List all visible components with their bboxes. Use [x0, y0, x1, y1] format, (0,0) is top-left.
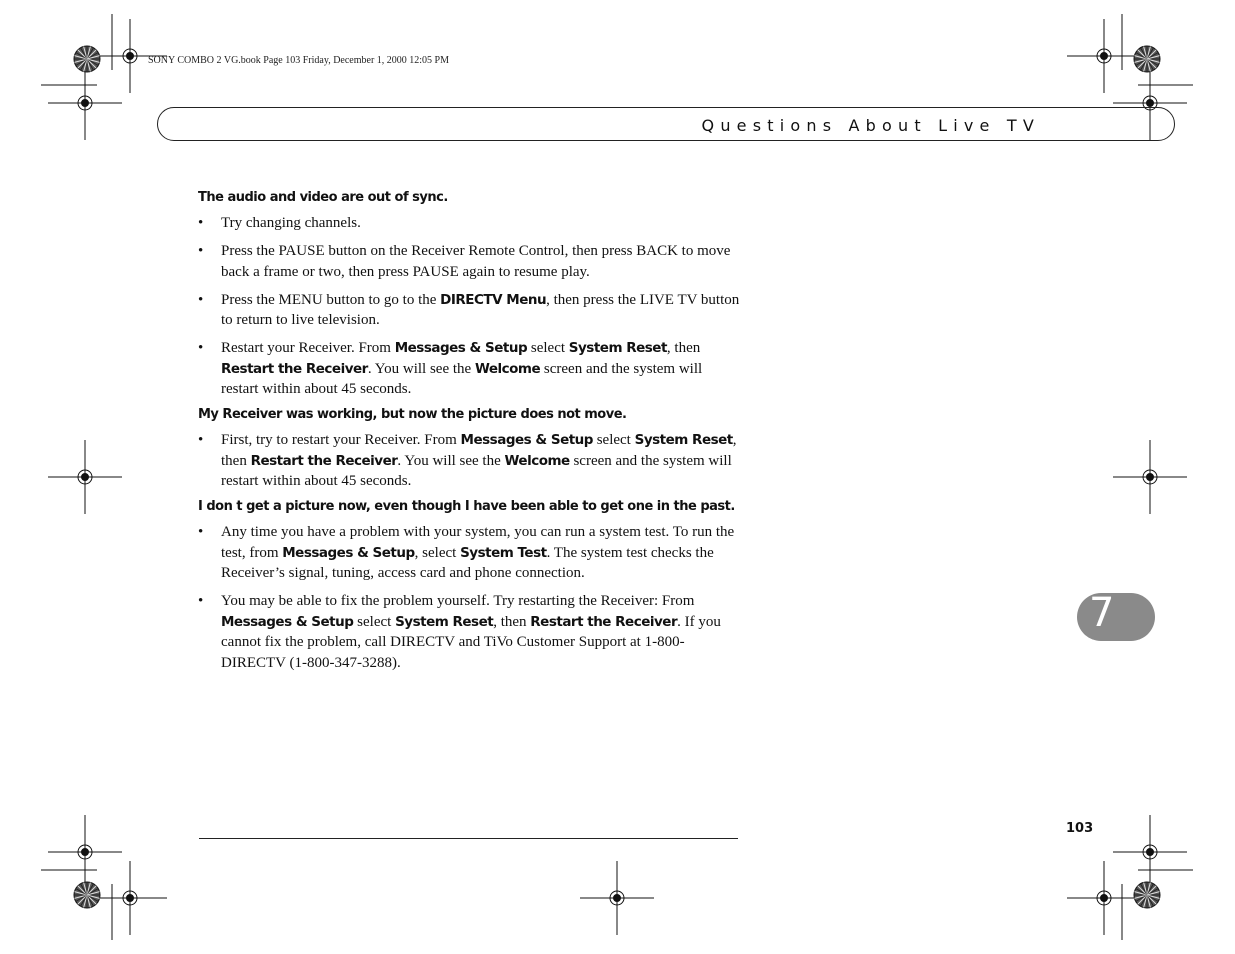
faq-section	[198, 499, 743, 673]
answer-text: Any time you have a problem with your system, you can run a system test. To run the test, from	[221, 524, 735, 561]
registration-mark	[48, 66, 122, 140]
menu-term: Messages & Setup	[394, 340, 528, 356]
chapter-number: 7	[1089, 590, 1115, 636]
registration-mark	[1067, 19, 1141, 93]
menu-term: System Test	[460, 544, 547, 561]
answer-bullet	[198, 430, 743, 492]
answer-list	[198, 430, 743, 492]
question-heading: The audio and video are out of sync.	[198, 190, 448, 205]
menu-term: Restart the Receiver	[250, 452, 398, 469]
page-content	[198, 190, 743, 681]
registration-mark	[93, 861, 167, 935]
answer-list	[198, 522, 743, 673]
color-bar-dial	[1134, 46, 1160, 72]
answer-text: , then press the LIVE TV button to return to live television.	[221, 291, 740, 328]
answer-text: , then	[666, 340, 701, 356]
registration-mark	[48, 815, 122, 889]
running-head: Questions About Live TV	[701, 116, 1040, 135]
faq-section	[198, 190, 743, 400]
menu-term: Messages & Setup	[282, 544, 415, 561]
registration-mark	[1113, 440, 1187, 514]
answer-text: . If you cannot fix the problem, call DIRECTV and TiVo Customer Support at 1-800-DIRECTV (1-800-347-3288).	[221, 613, 721, 671]
answer-text: , select	[414, 544, 461, 561]
answer-text: . The system test checks the Receiver’s signal, tuning, access card and phone connection.	[221, 544, 714, 581]
answer-bullet	[198, 290, 743, 331]
question-heading: My Receiver was working, but now the picture does not move.	[198, 407, 627, 422]
answer-text: First, try to restart your Receiver. From	[221, 432, 461, 448]
menu-term: System Reset	[568, 340, 667, 356]
answer-text: select	[527, 340, 569, 356]
answer-bullet	[198, 213, 743, 234]
color-bar-dial	[74, 882, 100, 908]
menu-term: System Reset	[634, 432, 733, 448]
book-info-line: SONY COMBO 2 VG.book Page 103 Friday, December 1, 2000 12:05 PM	[148, 55, 450, 66]
answer-list	[198, 213, 743, 400]
registration-mark	[580, 861, 654, 935]
answer-bullet	[198, 338, 743, 400]
answer-text: select	[353, 613, 396, 630]
answer-bullet	[198, 522, 743, 584]
menu-term: DIRECTV Menu	[440, 291, 547, 308]
menu-term: Messages & Setup	[460, 432, 593, 448]
answer-text: , then	[493, 613, 531, 630]
answer-text: select	[592, 432, 635, 448]
page-number: 103	[1066, 821, 1094, 836]
color-bar-dial	[1134, 882, 1160, 908]
answer-text: Try changing channels.	[221, 215, 361, 231]
answer-text: screen and the system will restart within about 45 seconds.	[221, 360, 703, 397]
menu-term: Welcome	[504, 452, 570, 469]
question-heading: I don t get a picture now, even though I have been able to get one in the past.	[198, 499, 735, 514]
answer-text: . You will see the	[367, 360, 475, 377]
faq-section	[198, 407, 743, 492]
menu-term: Messages & Setup	[221, 613, 354, 630]
answer-text: Press the MENU button to go to the	[221, 291, 441, 308]
color-bar-dial	[74, 46, 100, 72]
menu-term: Restart the Receiver	[530, 613, 678, 630]
registration-mark	[1067, 861, 1141, 935]
answer-text: , then	[221, 432, 737, 469]
menu-term: Welcome	[474, 360, 541, 377]
answer-text: screen and the system will restart within about 45 seconds.	[221, 452, 732, 489]
footer-rule	[199, 838, 738, 839]
registration-mark	[48, 440, 122, 514]
answer-bullet	[198, 591, 743, 673]
answer-text: Restart your Receiver. From	[221, 340, 395, 356]
answer-text: . You will see the	[397, 452, 505, 469]
answer-text: Press the PAUSE button on the Receiver Remote Control, then press BACK to move back a frame or two, then press PAUSE again to resume play.	[221, 243, 731, 280]
answer-bullet	[198, 241, 743, 282]
answer-text: You may be able to fix the problem yourself. Try restarting the Receiver: From	[221, 593, 695, 609]
registration-mark	[1113, 815, 1187, 889]
menu-term: System Reset	[395, 613, 494, 630]
menu-term: Restart the Receiver	[221, 360, 368, 377]
